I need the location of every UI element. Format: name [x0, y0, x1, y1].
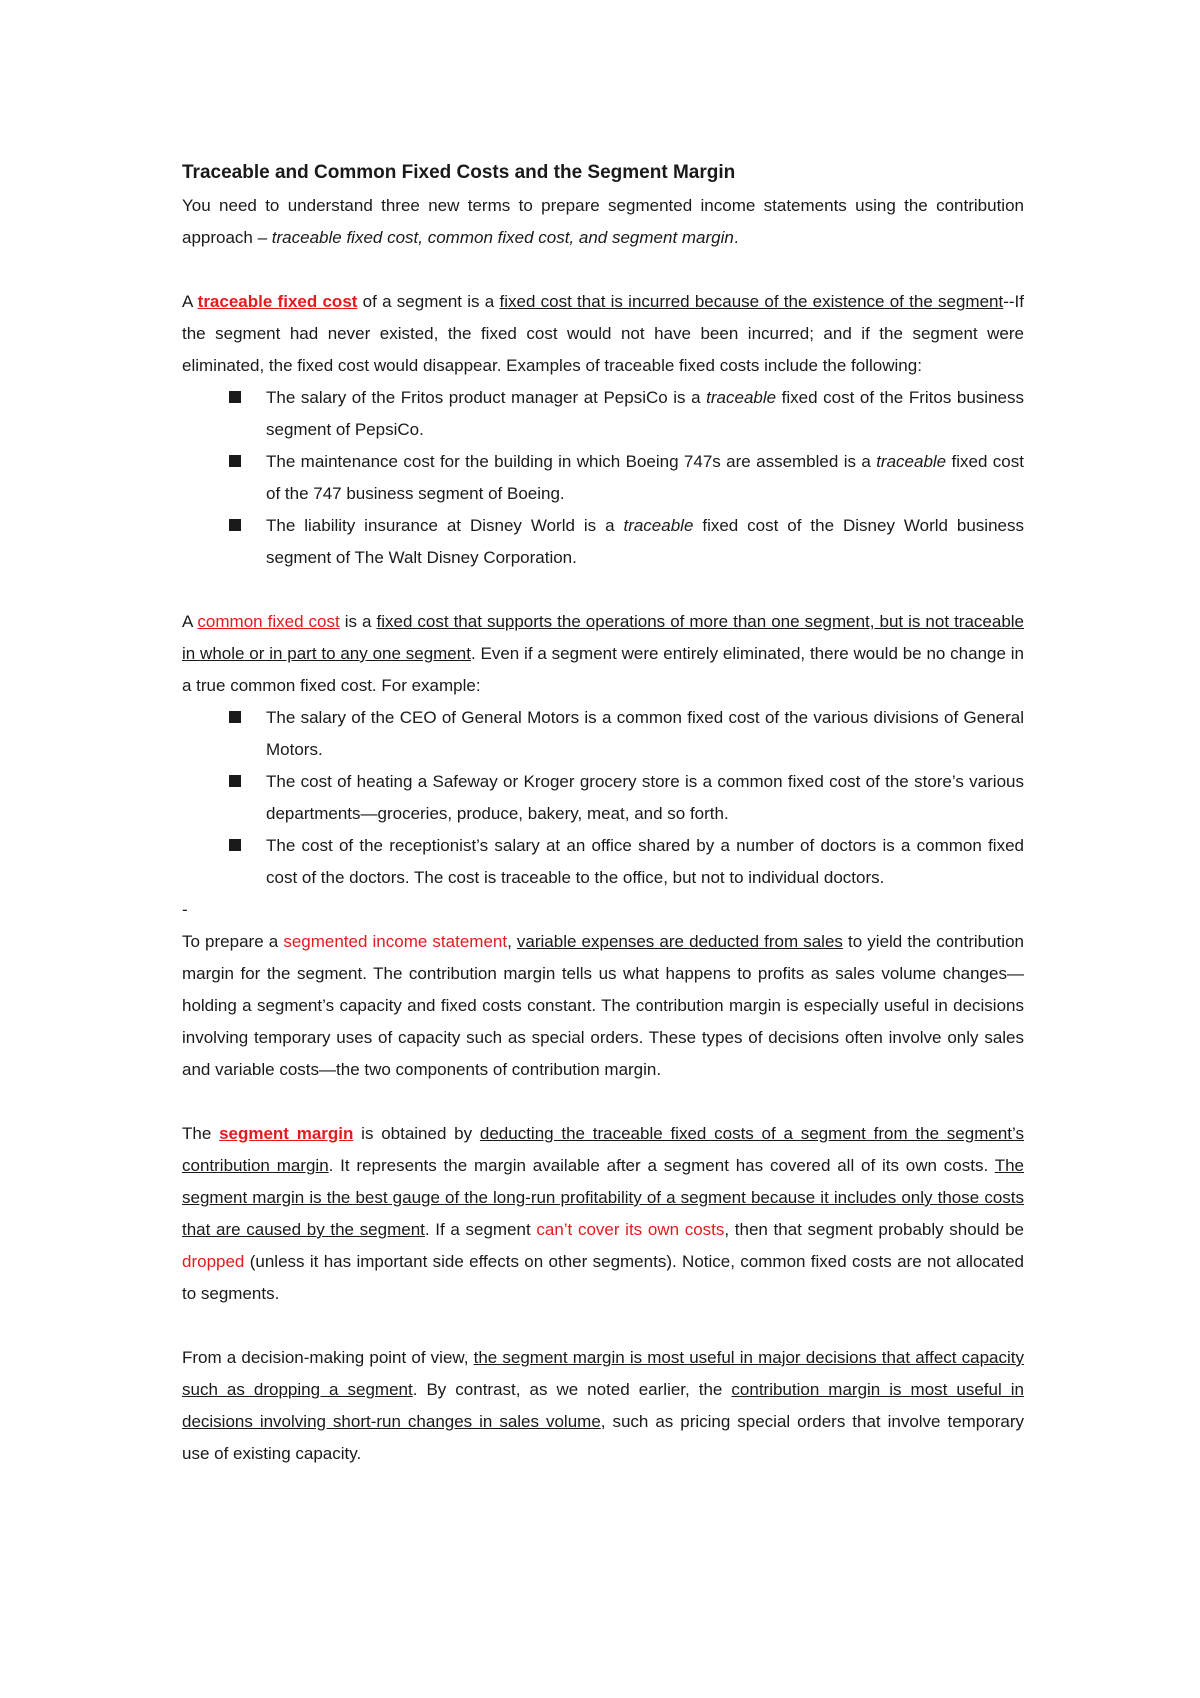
underlined-text: The segment margin is the best gauge of the long-run profitability of a segment because it includes only those costs that are caused by the segment	[182, 1156, 1024, 1239]
text: is obtained by	[353, 1124, 480, 1143]
underlined-text: variable expenses are deducted from sales	[516, 932, 843, 951]
list-item	[182, 382, 1024, 446]
text: , then that segment probably should be	[724, 1220, 1024, 1239]
list-item	[182, 702, 1024, 766]
text: . If a segment	[424, 1220, 537, 1239]
square-bullet-icon	[229, 391, 241, 403]
traceable-paragraph	[182, 286, 1024, 382]
underlined-text: the segment margin is most useful in major decisions that affect capacity such as dropping a segment	[182, 1348, 1024, 1399]
list-item	[182, 510, 1024, 574]
italic-term: traceable	[706, 388, 777, 407]
text: The maintenance cost for the building in which Boeing 747s are assembled is a	[266, 452, 877, 471]
document-title: Traceable and Common Fixed Costs and the Segment Margin	[182, 162, 736, 183]
segment-margin-term: segment margin	[219, 1124, 354, 1143]
common-examples-list	[182, 702, 1024, 894]
text: The	[182, 1124, 220, 1143]
segmented-income-paragraph	[182, 926, 1024, 1086]
common-paragraph	[182, 606, 1024, 702]
intro-paragraph	[182, 190, 1024, 254]
square-bullet-icon	[229, 519, 241, 531]
text: The liability insurance at Disney World is a	[266, 516, 624, 535]
list-item	[182, 766, 1024, 830]
paragraph-gap	[182, 574, 1024, 606]
text: (unless it has important side effects on other segments). Notice, common fixed costs are not allocated to segments.	[182, 1252, 1024, 1303]
text: ,	[507, 932, 517, 951]
text: is a	[339, 612, 377, 631]
segmented-income-statement-term: segmented income statement	[283, 932, 508, 951]
traceable-fixed-cost-term: traceable fixed cost	[197, 292, 358, 311]
square-bullet-icon	[229, 775, 241, 787]
red-highlight: dropped	[182, 1252, 245, 1271]
underlined-text: contribution margin is most useful in decisions involving short-run changes in sales volume	[182, 1380, 1024, 1431]
text: The cost of the receptionist’s salary at an office shared by a number of doctors is a common fixed cost of the doctors. The cost is traceable to the office, but not to individual doctors.	[266, 836, 1024, 887]
text: . It represents the margin available after a segment has covered all of its own costs.	[328, 1156, 995, 1175]
list-item	[182, 830, 1024, 894]
decision-paragraph	[182, 1342, 1024, 1470]
italic-term: traceable	[623, 516, 694, 535]
paragraph-gap	[182, 1086, 1024, 1118]
text: to yield the contribution margin for the segment. The contribution margin tells us what happens to profits as sales volume changes—holding a segment’s capacity and fixed costs constant. The contribution margin is especially useful in decisions involving temporary uses of capacity such as special orders. These types of decisions often involve only sales and variable costs—the two components of contribution margin.	[182, 932, 1024, 1079]
text: , such as pricing special orders that involve temporary use of existing capacity.	[182, 1412, 1024, 1463]
intro-period: .	[733, 228, 739, 247]
square-bullet-icon	[229, 455, 241, 467]
red-highlight: can’t cover its own costs	[536, 1220, 725, 1239]
text: fixed cost of the Disney World business segment of The Walt Disney Corporation.	[266, 516, 1024, 567]
document-page	[182, 156, 1024, 1470]
text: . By contrast, as we noted earlier, the	[412, 1380, 732, 1399]
text: From a decision-making point of view,	[182, 1348, 474, 1367]
common-fixed-cost-term: common fixed cost	[197, 612, 340, 631]
text: A	[182, 612, 198, 631]
square-bullet-icon	[229, 711, 241, 723]
text: . Even if a segment were entirely eliminated, there would be no change in a true common fixed cost. For example:	[182, 644, 1024, 695]
square-bullet-icon	[229, 839, 241, 851]
text: The salary of the CEO of General Motors is a common fixed cost of the various divisions of General Motors.	[266, 708, 1024, 759]
dash-separator: -	[182, 900, 188, 919]
text: To prepare a	[182, 932, 284, 951]
traceable-examples-list	[182, 382, 1024, 574]
text: A	[182, 292, 198, 311]
list-item	[182, 446, 1024, 510]
traceable-definition: fixed cost that is incurred because of the existence of the segment	[499, 292, 1004, 311]
text: --If the segment had never existed, the fixed cost would not have been incurred; and if the segment were eliminated, the fixed cost would disappear. Examples of traceable fixed costs include the following:	[182, 292, 1025, 375]
common-definition: fixed cost that supports the operations of more than one segment, but is not traceable in whole or in part to any one segment	[182, 612, 1025, 663]
italic-term: traceable	[876, 452, 947, 471]
text: The cost of heating a Safeway or Kroger grocery store is a common fixed cost of the store’s various departments—groceries, produce, bakery, meat, and so forth.	[266, 772, 1024, 823]
paragraph-gap	[182, 254, 1024, 286]
text: The salary of the Fritos product manager at PepsiCo is a	[266, 388, 707, 407]
intro-text: You need to understand three new terms to prepare segmented income statements using the contribution approach –	[182, 196, 1024, 247]
paragraph-gap	[182, 1310, 1024, 1342]
intro-terms: traceable fixed cost, common fixed cost, and segment margin	[271, 228, 734, 247]
segment-margin-paragraph	[182, 1118, 1024, 1310]
underlined-text: deducting the traceable fixed costs of a segment from the segment’s contribution margin	[182, 1124, 1024, 1175]
text: of a segment is a	[357, 292, 500, 311]
text: fixed cost of the 747 business segment of Boeing.	[266, 452, 1024, 503]
text: fixed cost of the Fritos business segment of PepsiCo.	[266, 388, 1024, 439]
